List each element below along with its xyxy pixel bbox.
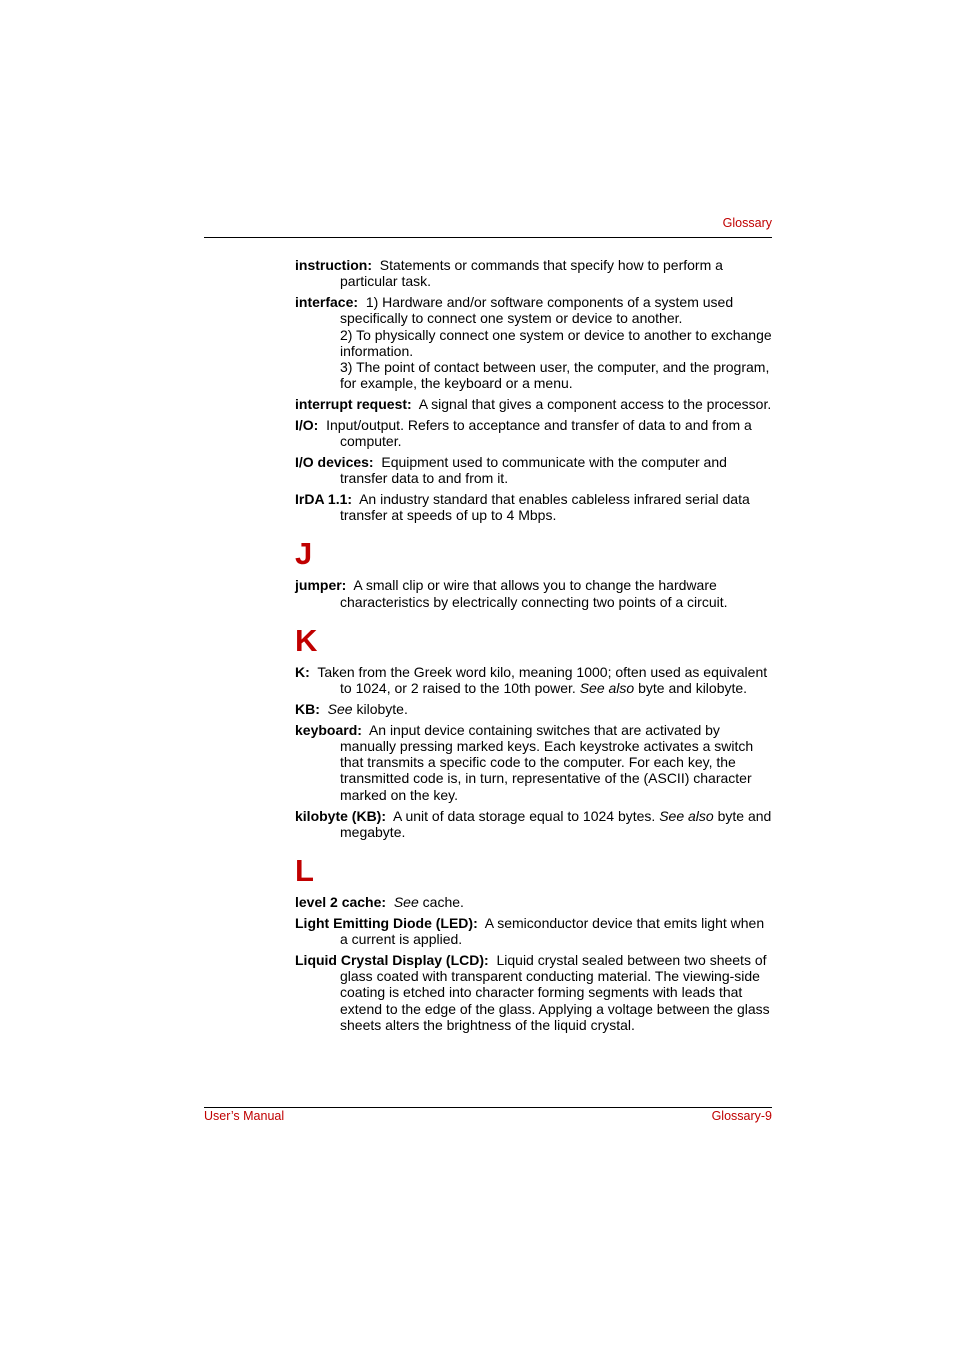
definition: Statements or commands that specify how to perform a particular task.: [340, 257, 723, 290]
entry-kb: [295, 701, 773, 717]
entry-instruction: [295, 257, 773, 289]
definition: Input/output. Refers to acceptance and transfer of data to and from a computer.: [326, 416, 752, 450]
header-rule: [204, 237, 772, 238]
see: See: [327, 700, 353, 717]
definition-part: 2) To physically connect one system or device to another to exchange information.: [340, 326, 772, 359]
see: See: [393, 893, 419, 910]
definition: kilobyte.: [356, 700, 408, 717]
definition: Equipment used to communicate with the computer and transfer data to and from it.: [340, 453, 727, 487]
term: IrDA 1.1:: [295, 491, 353, 508]
section-letter-k: K: [295, 622, 318, 658]
running-head: Glossary: [722, 216, 772, 230]
definition: Liquid crystal sealed between two sheets of glass coated with transparent conducting material. The viewing-side coating is etched into character forming segments with leads that extend to the edge of the glass. Applying a voltage between the glass sheets alters the brightness of the liquid crystal.: [340, 951, 770, 1033]
definition: Taken from the Greek word kilo, meaning 1000; often used as equivalent to 1024, or 2 raised to the 10th power.: [317, 663, 768, 697]
term: jumper:: [295, 577, 347, 594]
definition: cache.: [422, 893, 464, 910]
glossary-content: [295, 257, 773, 1038]
entry-interrupt-request: [295, 396, 773, 412]
term: kilobyte (KB):: [295, 807, 386, 824]
entry-interface: [295, 294, 773, 391]
page-number: Glossary-9: [711, 1109, 772, 1123]
footer-rule: [204, 1107, 772, 1108]
definition-part: 3) The point of contact between user, the computer, and the program, for example, the keyboard or a menu.: [340, 358, 770, 392]
term: K:: [295, 663, 310, 680]
definition: A unit of data storage equal to 1024 bytes.: [393, 807, 656, 824]
term: Light Emitting Diode (LED):: [295, 914, 478, 931]
see-also: See also: [659, 807, 714, 824]
definition: A semiconductor device that emits light when a current is applied.: [340, 914, 765, 948]
footer-manual-title: User’s Manual: [204, 1109, 285, 1123]
definition: A small clip or wire that allows you to change the hardware characteristics by electrically connecting two points of a circuit.: [340, 577, 728, 610]
term: I/O:: [295, 416, 319, 433]
term: instruction:: [295, 257, 372, 273]
term: keyboard:: [295, 721, 362, 738]
definition: 1) Hardware and/or software components of a system used specifically to connect one system or device to another.: [340, 294, 734, 327]
section-letter-j: J: [295, 536, 313, 572]
entry-io: [295, 417, 773, 449]
term: Liquid Crystal Display (LCD):: [295, 951, 489, 968]
section-letter-l: L: [295, 852, 314, 888]
entry-led: [295, 915, 773, 947]
definition: An industry standard that enables cableless infrared serial data transfer at speeds of up to 4 Mbps.: [340, 491, 750, 524]
term: I/O devices:: [295, 453, 374, 470]
entry-k: [295, 664, 773, 696]
term: interface:: [295, 294, 359, 311]
definition-tail: byte and kilobyte.: [638, 680, 748, 697]
term: level 2 cache:: [295, 893, 387, 910]
term: KB:: [295, 700, 320, 717]
entry-irda: [295, 491, 773, 523]
definition: A signal that gives a component access to the processor.: [418, 396, 772, 412]
definition: An input device containing switches that are activated by manually pressing marked keys. Each keystroke activates a switch that transmits a specific code to the computer. For each key, the transmitted code is, in turn, representative of the (ASCII) character marked on the key.: [340, 721, 754, 803]
entry-io-devices: [295, 454, 773, 486]
term: interrupt request:: [295, 396, 412, 412]
entry-lcd: [295, 952, 773, 1033]
entry-kilobyte: [295, 808, 773, 840]
see-also: See also: [579, 680, 635, 697]
entry-keyboard: [295, 722, 773, 803]
entry-jumper: [295, 577, 773, 609]
definition-tail: byte and megabyte.: [340, 807, 772, 840]
entry-level-2-cache: [295, 894, 773, 910]
